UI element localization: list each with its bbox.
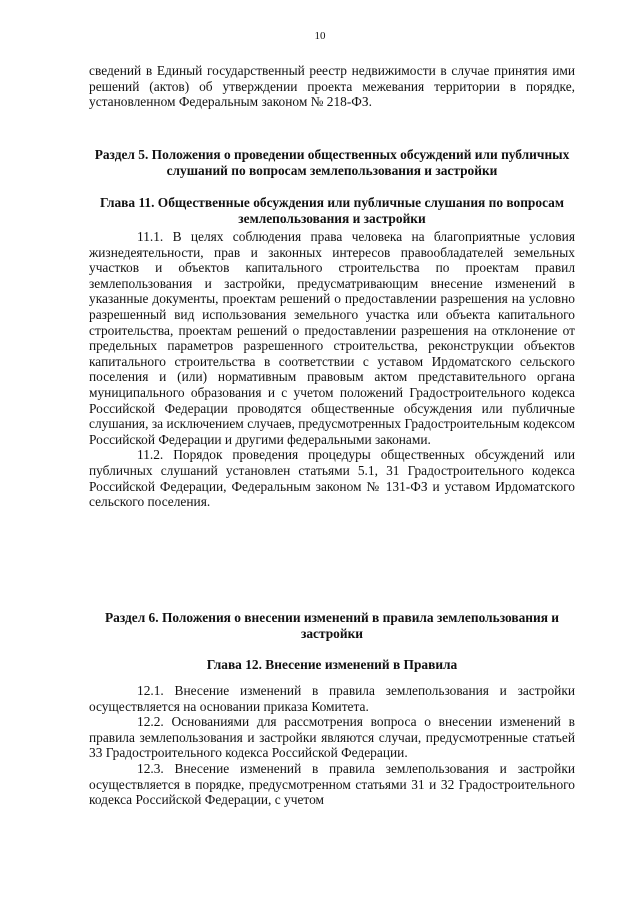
section-5-title: Раздел 5. Положения о проведении общественных обсуждений или публичных слушаний по вопросам землепользования и застройки [94,147,570,178]
paragraph-12-3: 12.3. Внесение изменений в правила землепользования и застройки осуществляется в порядке, предусмотренном статьями 31 и 32 Градостроительного кодекса Российской Федерации, с учетом [89,760,575,808]
paragraph-12-1: 12.1. Внесение изменений в правила землепользования и застройки осуществляется на основании приказа Комитета. [89,683,575,714]
page-number: 10 [314,30,326,42]
chapter-11-title: Глава 11. Общественные обсуждения или публичные слушания по вопросам землепользования и застройки [99,195,565,226]
continuation-text: сведений в Единый государственный реестр недвижимости в случае принятия ими решений (актов) об утверждении проекта межевания территории в порядке, установленном Федеральным законом № 218-ФЗ. [89,63,575,110]
chapter-12-body [89,683,575,808]
continuation-paragraph [89,63,575,110]
paragraph-11-2: 11.2. Порядок проведения процедуры общественных обсуждений или публичных слушаний установлен статьями 5.1, 31 Градостроительного кодекса Российской Федерации, Федеральным законом № 131-ФЗ и уставом Ирдоматского сельского поселения. [89,447,575,510]
section-6-title: Раздел 6. Положения о внесении изменений в правила землепользования и застройки [104,610,560,641]
chapter-11-body [89,229,575,510]
chapter-12-title: Глава 12. Внесение изменений в Правила [206,657,458,672]
paragraph-11-1: 11.1. В целях соблюдения права человека на благоприятные условия жизнедеятельности, прав и законных интересов правообладателей земельных участков и объектов капитального строительства по проектам правил землепользования и застройки, предусматривающим внесение изменений в указанные документы, проектам решений о предоставлении разрешения на условно разрешенный вид использования земельного участка или объекта капитального строительства, проектам решений о предоставлении разрешения на отклонение от предельных параметров разрешенного строительства, реконструкции объектов капитального строительства в соответствии с уставом Ирдоматского сельского поселения и (или) нормативным правовым актом представительного органа муниципального образования и с учетом положений Градостроительного кодекса Российской Федерации проводятся общественные обсуждения или публичные слушания, за исключением случаев, предусмотренных Градостроительным кодексом Российской Федерации и другими федеральными законами. [89,229,575,447]
paragraph-12-2: 12.2. Основаниями для рассмотрения вопроса о внесении изменений в правила землепользования и застройки являются случаи, предусмотренные статьей 33 Градостроительного кодекса Российской Федерации. [89,714,575,761]
